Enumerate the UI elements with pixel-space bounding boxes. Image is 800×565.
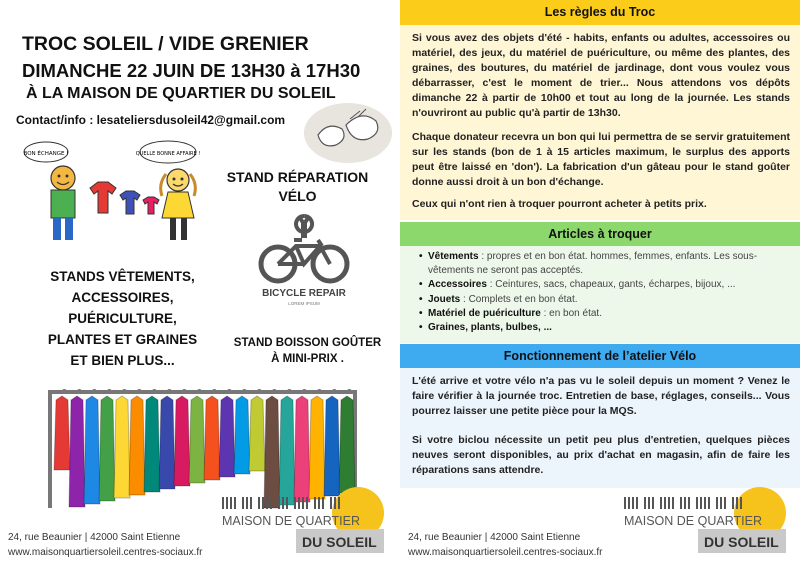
- rules-paragraph-1: Si vous avez des objets d'été - habits, enfants ou adultes, accessoires ou matériel, des jeux, du matériel de puériculture, ou même des plantes, des graines, des boutures, du matériel de jardinage, dont vous voulez vous débarrasser, c'est le moment de trier... Nous attendons vos dépôts dimanche 22 à partir de 10h00 et tout au long de la journée. Les stands n'ouvriront au public qu'à partir de 13h30.: [412, 32, 790, 119]
- bubble-text-1: BON ÉCHANGE !: [23, 151, 69, 157]
- stands-line: PUÉRICULTURE,: [68, 311, 177, 326]
- hanging-garment: [114, 396, 130, 498]
- bike-logo-subtext: LOREM IPSUM: [288, 301, 320, 306]
- hanging-garment: [204, 396, 220, 480]
- hanging-garment: [144, 396, 160, 492]
- footer-address-left: [8, 530, 203, 560]
- hanging-garment: [324, 396, 340, 496]
- logo-line-2: DU SOLEIL: [302, 534, 377, 550]
- bike-repair-stand-title: [225, 168, 370, 206]
- logo-line-2: DU SOLEIL: [704, 534, 779, 550]
- articles-list: [428, 250, 790, 335]
- address-text: 24, rue Beaunier | 42000 Saint Etienne: [8, 532, 181, 543]
- bubble-text-2: QUELLE BONNE AFFAIRE !: [135, 151, 201, 157]
- hanging-garment: [249, 396, 265, 471]
- mqs-logo: [620, 487, 790, 557]
- bicycle-repair-logo: [258, 212, 350, 312]
- hanging-garment: [234, 396, 250, 474]
- stands-line: PLANTES ET GRAINES: [47, 332, 198, 347]
- rules-section-title: Les règles du Troc: [400, 0, 800, 25]
- bike-paragraph-1: L'été arrive et votre vélo n'a pas vu le soleil depuis un moment ? Venez le faire vérifier à la journée troc. Entretien de base, réglages, conseils... Vous pourrez laisser une petite pièce pour la MQS.: [412, 375, 790, 417]
- event-location: À LA MAISON DE QUARTIER DU SOLEIL: [26, 85, 336, 102]
- hanging-garment: [174, 396, 190, 486]
- velo-title-line-2: VÉLO: [278, 188, 317, 204]
- hanging-garment: [99, 396, 115, 501]
- hanging-garment: [189, 396, 205, 483]
- articles-section-title: Articles à troquer: [400, 222, 800, 246]
- website-link[interactable]: www.maisonquartiersoleil.centres-sociaux.fr: [408, 547, 603, 558]
- hanging-garment: [54, 396, 70, 470]
- rules-paragraph-2: Chaque donateur recevra un bon qui lui permettra de se servir gratuitement sur les stands (bon de 1 à 15 articles maximum, le surplus des apports peut être laissé en 'don'). La fabrication d'un gâteau pour le stand goûter donne aussi droit à un bon d'échange.: [412, 131, 790, 188]
- logo-line-1: MAISON DE QUARTIER: [624, 514, 762, 528]
- drink-stand-text: [225, 335, 390, 367]
- list-item: • Graines, plants, bulbes, ...: [428, 321, 790, 335]
- hanging-garment: [159, 396, 175, 489]
- hanging-garment: [69, 396, 85, 507]
- hanging-garment: [339, 396, 355, 493]
- list-item: • Vêtements : propres et en bon état. hommes, femmes, enfants. Les sous-vêtements ne seront pas acceptés.: [428, 250, 790, 278]
- event-title: TROC SOLEIL / VIDE GRENIER: [22, 33, 309, 55]
- rules-paragraph-3: Ceux qui n'ont rien à troquer pourront acheter à petits prix.: [412, 198, 707, 210]
- stands-list: [30, 266, 215, 371]
- bike-logo-text: BICYCLE REPAIR: [262, 288, 346, 299]
- contact-info: Contact/info : lesateliersdusoleil42@gmail.com: [16, 113, 286, 127]
- hanging-garment: [129, 396, 145, 495]
- stands-line: ACCESSOIRES,: [71, 290, 174, 305]
- address-text: 24, rue Beaunier | 42000 Saint Etienne: [408, 532, 581, 543]
- kids-illustration: [18, 140, 218, 250]
- list-item: • Jouets : Complets et en bon état.: [428, 293, 790, 307]
- right-page: [400, 0, 800, 565]
- website-link[interactable]: www.maisonquartiersoleil.centres-sociaux.fr: [8, 547, 203, 558]
- hanging-garment: [219, 396, 235, 477]
- velo-title-line-1: STAND RÉPARATION: [226, 169, 369, 185]
- mqs-logo: [218, 487, 388, 557]
- list-item: • Matériel de puériculture : en bon état.: [428, 307, 790, 321]
- bike-workshop-section-title: Fonctionnement de l’atelier Vélo: [400, 344, 800, 368]
- logo-line-1: MAISON DE QUARTIER: [222, 514, 360, 528]
- list-item: • Accessoires : Ceintures, sacs, chapeaux, gants, écharpes, bijoux, ...: [428, 278, 790, 292]
- stands-line: STANDS VÊTEMENTS,: [50, 269, 195, 284]
- stands-line: ET BIEN PLUS...: [70, 353, 175, 368]
- footer-address-right: [408, 530, 603, 560]
- boisson-line: À MINI-PRIX .: [271, 353, 344, 365]
- shoes-illustration: [300, 95, 395, 165]
- boisson-line: STAND BOISSON GOÛTER: [233, 337, 382, 349]
- event-date: DIMANCHE 22 JUIN DE 13H30 à 17H30: [22, 60, 361, 81]
- bike-paragraph-2: Si votre biclou nécessite un petit peu plus d'entretien, quelques pièces neuves seront disponibles, au prix d'achat en magasin, afin de faire les réparations sans attendre.: [412, 434, 790, 476]
- hanging-garment: [309, 396, 325, 499]
- hanging-garment: [84, 396, 100, 504]
